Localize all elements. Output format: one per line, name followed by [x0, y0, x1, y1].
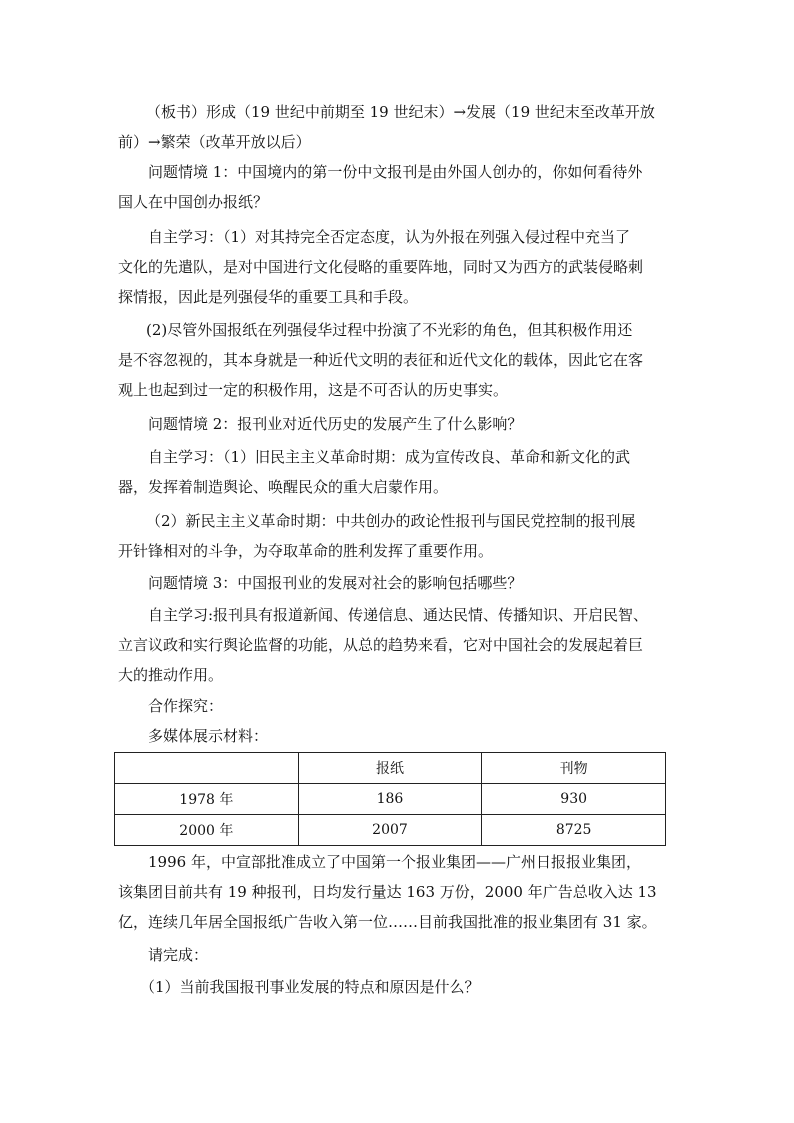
table-header-cell: [115, 753, 299, 784]
text-line: 大的推动作用。: [118, 666, 224, 684]
self-study-1: [118, 222, 678, 312]
table-row: [115, 784, 666, 815]
text-line: 文化的先遣队，是对中国进行文化侵略的重要阵地，同时又为西方的武装侵略刺: [118, 258, 644, 276]
text-line: 问题情境 1：中国境内的第一份中文报刊是由外国人创办的，你如何看待外: [148, 163, 643, 181]
text-line: 问题情境 3：中国报刊业的发展对社会的影响包括哪些？: [148, 574, 523, 592]
text-line: 国人在中国创办报纸？: [118, 193, 269, 211]
multimedia-material-heading: [118, 721, 678, 751]
table-header-cell: 刊物: [482, 753, 666, 784]
table-row: [115, 815, 666, 846]
text-line: 开针锋相对的斗争，为夺取革命的胜利发挥了重要作用。: [118, 542, 494, 560]
text-line: 问题情境 2：报刊业对近代历史的发展产生了什么影响？: [148, 415, 523, 433]
please-complete-heading: [118, 940, 678, 970]
table-cell: 8725: [482, 815, 666, 846]
text-line: 前）→繁荣（改革开放以后）: [118, 133, 311, 151]
self-study-3: [118, 600, 678, 690]
table-header-cell: 报纸: [298, 753, 482, 784]
text-line: 自主学习:报刊具有报道新闻、传递信息、通达民情、传播知识、开启民智、: [148, 606, 649, 624]
text-line: 自主学习：（1）对其持完全否定态度，认为外报在列强入侵过程中充当了: [148, 228, 631, 246]
text-line: 合作探究：: [148, 697, 224, 715]
table-cell: 1978 年: [115, 784, 299, 815]
table-cell: 930: [482, 784, 666, 815]
text-line: 立言议政和实行舆论监督的功能，从总的趋势来看，它对中国社会的发展起着巨: [118, 636, 644, 654]
table-cell: 2000 年: [115, 815, 299, 846]
text-line: 探情报，因此是列强侵华的重要工具和手段。: [118, 288, 419, 306]
text-line: 多媒体展示材料：: [148, 727, 269, 745]
newspaper-group-material: [118, 847, 678, 937]
text-line: 自主学习：（1）旧民主主义革命时期：成为宣传改良、革命和新文化的武: [148, 448, 631, 466]
self-study-1-point-2: [118, 315, 678, 405]
blackboard-summary: [118, 97, 678, 157]
table-cell: 2007: [298, 815, 482, 846]
question-scenario-3: [118, 568, 678, 598]
text-line: （1）当前我国报刊事业发展的特点和原因是什么？: [140, 978, 480, 996]
question-1: [118, 972, 678, 1002]
text-line: （板书）形成（19 世纪中前期至 19 世纪末）→发展（19 世纪末至改革开放: [146, 103, 655, 121]
table-header-row: [115, 753, 666, 784]
text-line: 器，发挥着制造舆论、唤醒民众的重大启蒙作用。: [118, 478, 449, 496]
cooperative-inquiry-heading: [118, 691, 678, 721]
text-line: 观上也起到过一定的积极作用，这是不可否认的历史事实。: [118, 381, 509, 399]
publications-table: [114, 752, 666, 846]
self-study-2: [118, 442, 678, 502]
question-scenario-1: [118, 157, 678, 217]
self-study-2-point-2: [118, 506, 678, 566]
text-line: 是不容忽视的，其本身就是一种近代文明的表征和近代文化的载体，因此它在客: [118, 351, 644, 369]
text-line: 1996 年，中宣部批准成立了中国第一个报业集团——广州日报报业集团，: [148, 853, 641, 871]
question-scenario-2: [118, 409, 678, 439]
text-line: （2）新民主主义革命时期：中共创办的政论性报刊与国民党控制的报刊展: [146, 512, 636, 530]
table-cell: 186: [298, 784, 482, 815]
text-line: 请完成：: [148, 946, 209, 964]
text-line: 亿，连续几年居全国报纸广告收入第一位……目前我国批准的报业集团有 31 家。: [118, 913, 657, 931]
text-line: (2)尽管外国报纸在列强侵华过程中扮演了不光彩的角色，但其积极作用还: [146, 321, 633, 339]
text-line: 该集团目前共有 19 种报刊，日均发行量达 163 万份，2000 年广告总收入达 13: [118, 883, 657, 901]
